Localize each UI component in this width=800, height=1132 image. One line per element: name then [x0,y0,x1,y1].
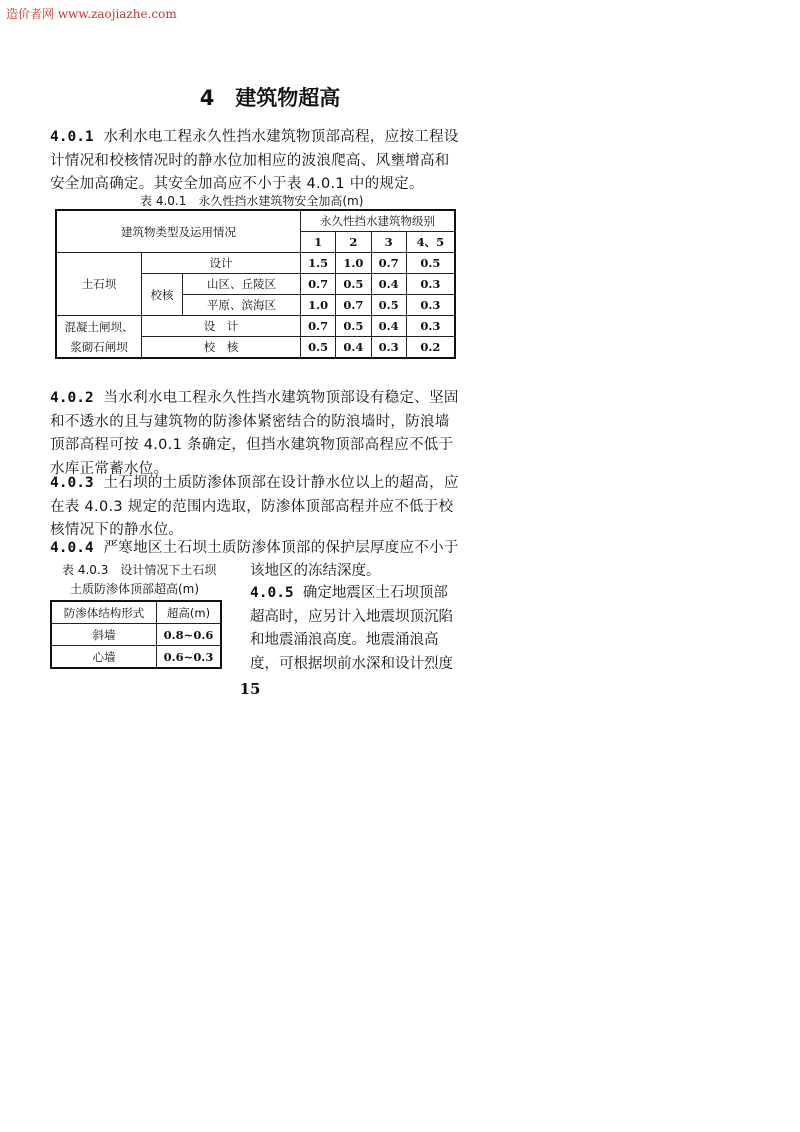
clause-4-0-1 [50,126,460,197]
check-label: 校核 [142,274,183,316]
section-title: 4 建筑物超高 [199,86,341,110]
table-cell: 0.5 [336,316,371,337]
table-cell: 1.0 [301,295,336,316]
table-cell: 1.5 [301,253,336,274]
clause-text: 严寒地区土石坝土质防渗体顶部的保护层厚度应不小于 [103,540,459,556]
table-cell: 1.0 [336,253,371,274]
table-cell: 0.4 [371,316,406,337]
table-cell: 0.5 [406,253,455,274]
earth-dam-label: 土石坝 [56,253,142,316]
table-cell: 0.3 [406,316,455,337]
clause-4-0-4 [50,537,460,561]
table-cell: 0.3 [371,337,406,359]
watermark: 造价者网 www.zaojiazhe.com [6,7,177,21]
plain-label: 平原、滨海区 [183,295,301,316]
header-level: 永久性挡水建筑物级别 [301,210,455,232]
masonry-label: 浆砌石闸坝 [70,339,128,354]
clause-number: 4.0.5 [250,585,294,601]
table-cell: 0.8~0.6 [157,624,222,646]
table-cell: 0.5 [336,274,371,295]
concrete-label: 混凝土闸坝、 [64,319,134,334]
header-height: 超高(m) [157,601,222,624]
clause-4-0-5 [250,582,460,676]
table-cell: 0.3 [406,274,455,295]
table2-caption-1: 表 4.0.3 设计情况下土石坝 [62,563,217,577]
clause-text: 土石坝的土质防渗体顶部在设计静水位以上的超高，应在表 4.0.3 规定的范围内选取，防渗体顶部高程并应不低于校核情况下的静水位。 [50,475,459,538]
header-structure: 防渗体结构形式 [51,601,157,624]
page-number: 15 [239,680,261,698]
clause-text: 水利水电工程永久性挡水建筑物顶部高程，应按工程设计情况和校核情况时的静水位加相应的波浪爬高、风壅增高和安全加高确定。其安全加高应不小于表 4.0.1 中的规定。 [50,129,459,192]
table-cell: 0.3 [406,295,455,316]
safety-height-table [55,209,456,359]
table-cell: 0.6~0.3 [157,646,222,669]
table-cell: 0.4 [371,274,406,295]
table-cell: 0.7 [301,274,336,295]
table1-caption: 表 4.0.1 永久性挡水建筑物安全加高(m) [140,194,364,208]
table-cell: 0.7 [336,295,371,316]
table-cell: 0.5 [371,295,406,316]
design-label-2: 设 计 [142,316,301,337]
table-cell: 心墙 [51,646,157,669]
clause-number: 4.0.4 [50,540,94,556]
table-cell: 0.7 [371,253,406,274]
table-cell: 0.4 [336,337,371,359]
core-height-table [50,600,222,669]
header-type: 建筑物类型及运用情况 [56,210,301,253]
table-cell: 0.5 [301,337,336,359]
level-4-5: 4、5 [406,232,455,253]
clause-text: 当水利水电工程永久性挡水建筑物顶部设有稳定、坚固和不透水的且与建筑物的防渗体紧密结合的防浪墙时，防浪墙顶部高程可按 4.0.1 条确定，但挡水建筑物顶部高程应不低于水库正常蓄水位。 [50,390,459,477]
design-label: 设计 [142,253,301,274]
table-cell: 0.7 [301,316,336,337]
clause-4-0-2 [50,387,460,481]
table-cell: 斜墙 [51,624,157,646]
check-label-2: 校 核 [142,337,301,359]
clause-number: 4.0.1 [50,129,94,145]
clause-4-0-3 [50,472,460,543]
table2-caption-2: 土质防渗体顶部超高(m) [70,582,200,596]
clause-number: 4.0.2 [50,390,94,406]
table-cell: 0.2 [406,337,455,359]
level-3: 3 [371,232,406,253]
level-2: 2 [336,232,371,253]
concrete-dam-label [56,316,142,359]
clause-4-0-4-continued: 该地区的冻结深度。 [250,563,381,579]
clause-number: 4.0.3 [50,475,94,491]
clause-text: 确定地震区土石坝顶部超高时，应另计入地震坝顶沉陷和地震涌浪高度。地震涌浪高度，可根据坝前水深和设计烈度 [250,585,453,672]
level-1: 1 [301,232,336,253]
mountain-label: 山区、丘陵区 [183,274,301,295]
